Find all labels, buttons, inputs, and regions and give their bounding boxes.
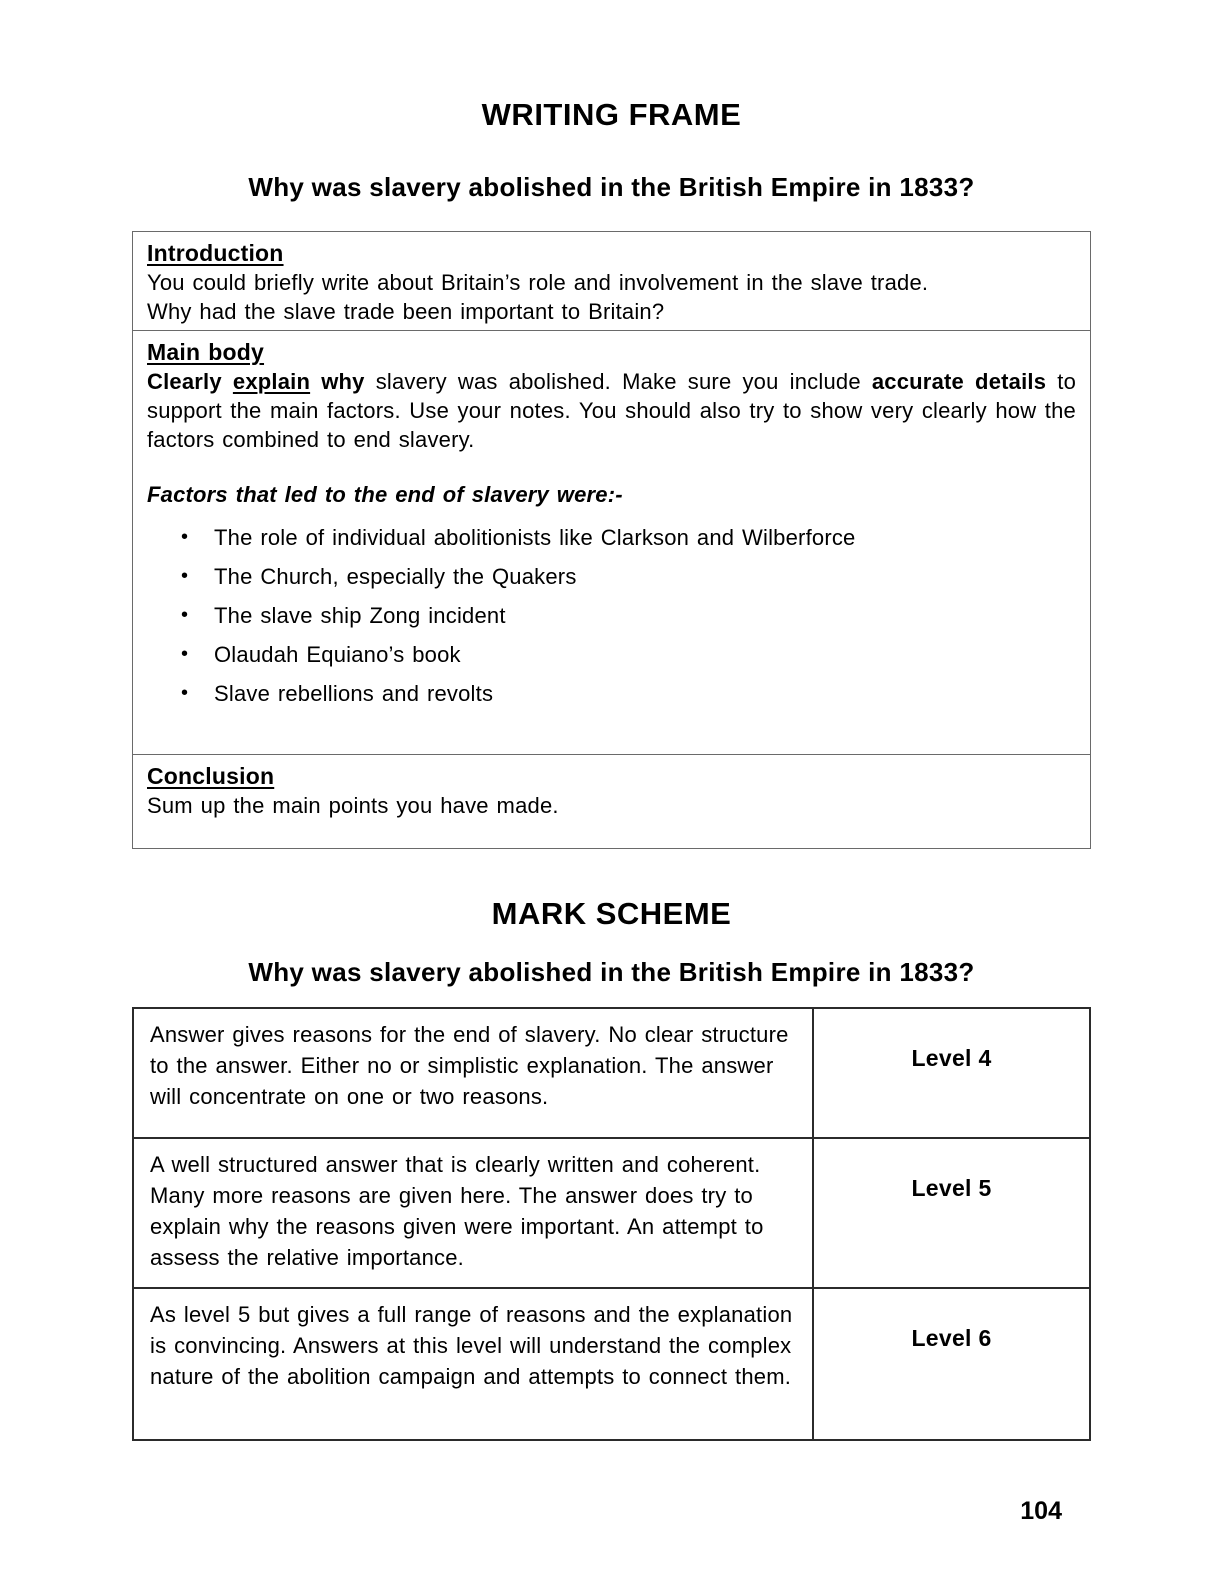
- conclusion-heading: Conclusion: [147, 763, 275, 789]
- main-body-heading: Main body: [147, 339, 265, 365]
- writing-frame-question: Why was slavery abolished in the British Empire in 1833?: [248, 172, 975, 202]
- level-description: As level 5 but gives a full range of reasons and the explanation is convincing. Answers at this level will understand the complex nature of the abolition campaign and attempts to connect them.: [150, 1302, 793, 1389]
- bullet-icon: •: [181, 526, 189, 548]
- paragraph-part: explain: [232, 369, 311, 394]
- bullet-icon: •: [181, 604, 189, 626]
- list-item: [181, 523, 1076, 552]
- writing-frame-title: WRITING FRAME: [481, 97, 742, 132]
- list-item-text: The role of individual abolitionists like Clarkson and Wilberforce: [214, 525, 856, 550]
- section-conclusion: [133, 754, 1090, 848]
- list-item-text: The slave ship Zong incident: [214, 603, 506, 628]
- bullet-icon: •: [181, 643, 189, 665]
- document-page: [0, 96, 1224, 1584]
- level-label: Level 5: [812, 1139, 1089, 1287]
- list-item: [181, 601, 1076, 630]
- mark-scheme-question: Why was slavery abolished in the British Empire in 1833?: [248, 957, 975, 987]
- table-row: [134, 1137, 1089, 1287]
- paragraph-part: Clearly: [147, 369, 233, 394]
- paragraph-part: accurate details: [871, 369, 1047, 394]
- introduction-heading: Introduction: [147, 240, 284, 266]
- list-item-text: Olaudah Equiano’s book: [214, 642, 461, 667]
- paragraph-part: why: [310, 369, 365, 394]
- section-introduction: [133, 232, 1090, 330]
- introduction-line-1: You could briefly write about Britain’s role and involvement in the slave trade.: [147, 270, 929, 295]
- level-label: Level 6: [812, 1289, 1089, 1439]
- factors-list: [147, 523, 1076, 708]
- mark-scheme-table: [132, 1007, 1091, 1441]
- conclusion-text: Sum up the main points you have made.: [147, 793, 559, 818]
- table-row: [134, 1009, 1089, 1137]
- section-main-body: [133, 330, 1090, 754]
- paragraph-part: to support the main factors. Use your notes. You should also try to show very clearly how the factors combined to end slavery.: [147, 369, 1077, 452]
- table-row: [134, 1287, 1089, 1439]
- factors-heading: Factors that led to the end of slavery were:-: [147, 482, 623, 507]
- writing-frame-box: [132, 231, 1091, 849]
- paragraph-part: slavery was abolished. Make sure you include: [364, 369, 872, 394]
- introduction-line-2: Why had the slave trade been important to Britain?: [147, 299, 665, 324]
- level-description: A well structured answer that is clearly written and coherent. Many more reasons are given here. The answer does try to explain why the reasons given were important. An attempt to assess the relative importance.: [150, 1152, 764, 1270]
- page-number: 104: [1020, 1497, 1062, 1525]
- bullet-icon: •: [181, 682, 189, 704]
- level-label: Level 4: [812, 1009, 1089, 1137]
- list-item-text: The Church, especially the Quakers: [214, 564, 577, 589]
- list-item: [181, 679, 1076, 708]
- list-item: [181, 640, 1076, 669]
- list-item: [181, 562, 1076, 591]
- bullet-icon: •: [181, 565, 189, 587]
- level-description: Answer gives reasons for the end of slavery. No clear structure to the answer. Either no or simplistic explanation. The answer will concentrate on one or two reasons.: [150, 1022, 789, 1109]
- list-item-text: Slave rebellions and revolts: [214, 681, 494, 706]
- main-body-paragraph: [147, 367, 1076, 454]
- mark-scheme-title: MARK SCHEME: [491, 896, 732, 931]
